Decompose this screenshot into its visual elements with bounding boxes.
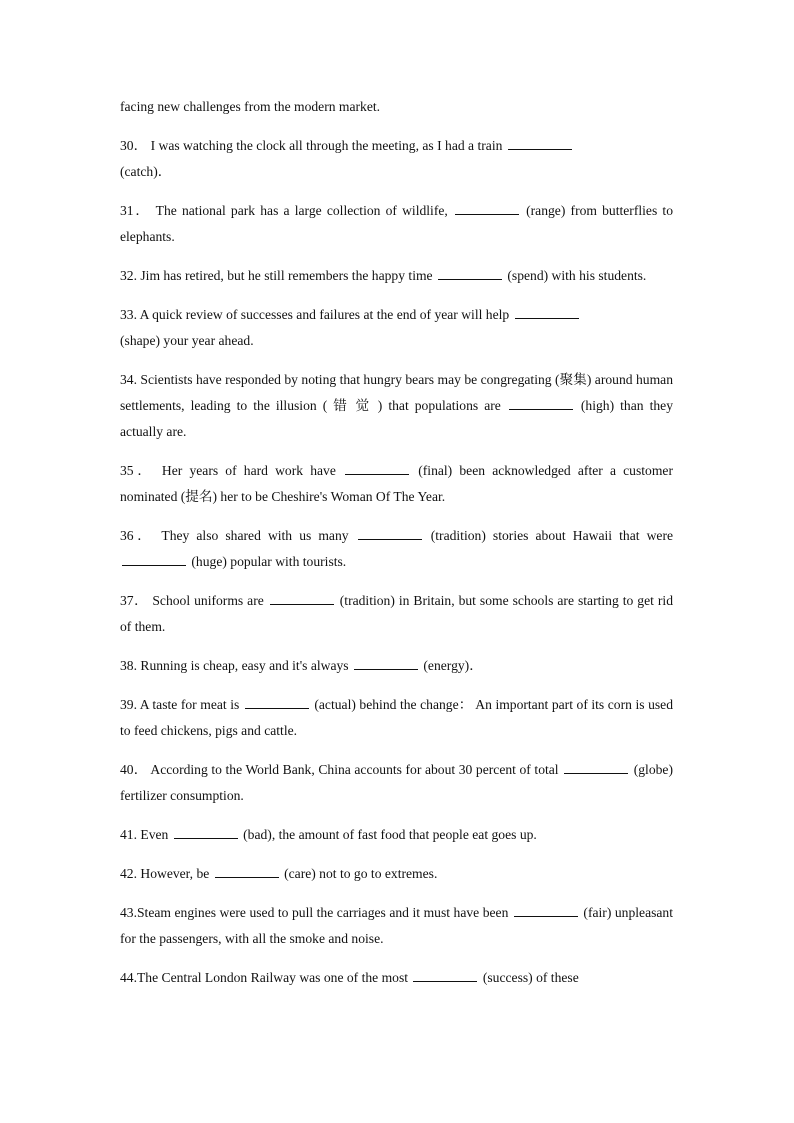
answer-blank[interactable] — [514, 904, 578, 917]
question-42: 42. However, be (care) not to go to extremes. — [120, 866, 438, 881]
answer-blank[interactable] — [345, 462, 409, 475]
answer-blank[interactable] — [270, 592, 334, 605]
answer-blank[interactable] — [174, 826, 238, 839]
question-39: 39. A taste for meat is (actual) behind the change： An important part of its corn is used to feed chickens, pigs and cattle. — [120, 697, 673, 738]
question-38: 38. Running is cheap, easy and it's always (energy)． — [120, 658, 483, 673]
question-34: 34. Scientists have responded by noting that hungry bears may be congregating (聚集) around human settlements, leading to the illusion ( 错 觉 ) that populations are (high) than they actually are. — [120, 372, 673, 439]
answer-blank[interactable] — [438, 267, 502, 280]
question-43: 43.Steam engines were used to pull the carriages and it must have been (fair) unpleasant for the passengers, with all the smoke and noise. — [120, 905, 673, 946]
question-37: 37． School uniforms are (tradition) in Britain, but some schools are starting to get rid of them. — [120, 593, 673, 634]
question-31: 31． The national park has a large collection of wildlife, (range) from butterflies to elephants. — [120, 203, 673, 244]
answer-blank[interactable] — [564, 761, 628, 774]
question-33: 33. A quick review of successes and failures at the end of year will help (shape) your year ahead. — [120, 302, 673, 354]
question-40: 40． According to the World Bank, China accounts for about 30 percent of total (globe) fertilizer consumption. — [120, 762, 673, 803]
question-41: 41. Even (bad), the amount of fast food that people eat goes up. — [120, 827, 537, 842]
answer-blank[interactable] — [354, 657, 418, 670]
question-32: 32. Jim has retired, but he still remembers the happy time (spend) with his students. — [120, 268, 647, 283]
answer-blank[interactable] — [413, 969, 477, 982]
answer-blank[interactable] — [509, 397, 573, 410]
answer-blank[interactable] — [215, 865, 279, 878]
question-44: 44.The Central London Railway was one of the most (success) of these — [120, 970, 579, 985]
worksheet-page — [120, 94, 673, 991]
question-35: 35． Her years of hard work have (final) been acknowledged after a customer nominated (提名) her to be Cheshire's Woman Of The Year. — [120, 463, 673, 504]
answer-blank[interactable] — [358, 527, 422, 540]
answer-blank[interactable] — [245, 696, 309, 709]
question-30: 30． I was watching the clock all through the meeting, as I had a train (catch)． — [120, 133, 673, 185]
line-continuation: facing new challenges from the modern market. — [120, 99, 381, 114]
answer-blank[interactable] — [508, 137, 572, 150]
answer-blank[interactable] — [515, 306, 579, 319]
answer-blank[interactable] — [122, 553, 186, 566]
answer-blank[interactable] — [455, 202, 519, 215]
question-36: 36． They also shared with us many (tradition) stories about Hawaii that were (huge) popular with tourists. — [120, 528, 674, 569]
